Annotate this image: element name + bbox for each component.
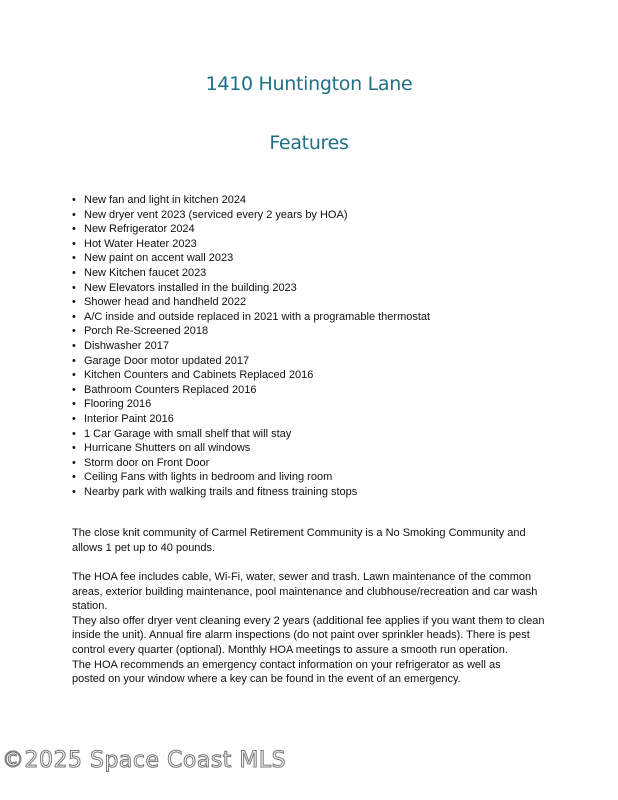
feature-item: • Ceiling Fans with lights in bedroom and living room [72,470,430,485]
paragraph-line: inside the unit). Annual fire alarm inspections (do not paint over sprinkler heads). There is pest [72,629,530,642]
feature-item: • New Kitchen faucet 2023 [72,266,430,281]
paragraph-line: They also offer dryer vent cleaning every 2 years (additional fee applies if you want them to clean [72,614,545,627]
mls-watermark: ©2025 Space Coast MLS [2,748,287,773]
feature-item: • New paint on accent wall 2023 [72,251,430,266]
feature-item: • Interior Paint 2016 [72,412,430,427]
feature-item: • New fan and light in kitchen 2024 [72,193,430,208]
feature-item: • Storm door on Front Door [72,456,430,471]
community-paragraph [72,526,552,555]
paragraph-line: areas, exterior building maintenance, pool maintenance and clubhouse/recreation and car wash [72,585,538,598]
hoa-paragraph [72,570,552,687]
feature-item: • Garage Door motor updated 2017 [72,354,430,369]
paragraph-line: The HOA fee includes cable, Wi-Fi, water, sewer and trash. Lawn maintenance of the common [72,571,532,583]
paragraph-line: posted on your window where a key can be found in the event of an emergency. [72,673,461,686]
paragraph-line: control every quarter (optional). Monthly HOA meetings to assure a smooth run operation. [72,643,508,656]
paragraph-line: The close knit community of Carmel Retirement Community is a No Smoking Community and [72,527,526,539]
feature-item: • Hot Water Heater 2023 [72,237,430,252]
feature-item: • Bathroom Counters Replaced 2016 [72,383,430,398]
paragraph-line: allows 1 pet up to 40 pounds. [72,541,216,554]
feature-item: • Porch Re-Screened 2018 [72,324,430,339]
feature-item: • Flooring 2016 [72,397,430,412]
feature-item: • Kitchen Counters and Cabinets Replaced 2016 [72,368,430,383]
feature-item: • Hurricane Shutters on all windows [72,441,430,456]
feature-item: • A/C inside and outside replaced in 2021 with a programable thermostat [72,310,430,325]
features-heading: Features [269,132,349,154]
paragraph-line: station. [72,600,108,613]
feature-item: • New dryer vent 2023 (serviced every 2 years by HOA) [72,208,430,223]
paragraph-line: The HOA recommends an emergency contact information on your refrigerator as well as [72,658,501,671]
feature-item: • Nearby park with walking trails and fitness training stops [72,485,430,500]
feature-item: • Shower head and handheld 2022 [72,295,430,310]
features-list [72,193,430,499]
address-title: 1410 Huntington Lane [205,73,413,95]
feature-item: • Dishwasher 2017 [72,339,430,354]
feature-item: • New Refrigerator 2024 [72,222,430,237]
feature-item: • New Elevators installed in the building 2023 [72,281,430,296]
feature-item: • 1 Car Garage with small shelf that will stay [72,427,430,442]
